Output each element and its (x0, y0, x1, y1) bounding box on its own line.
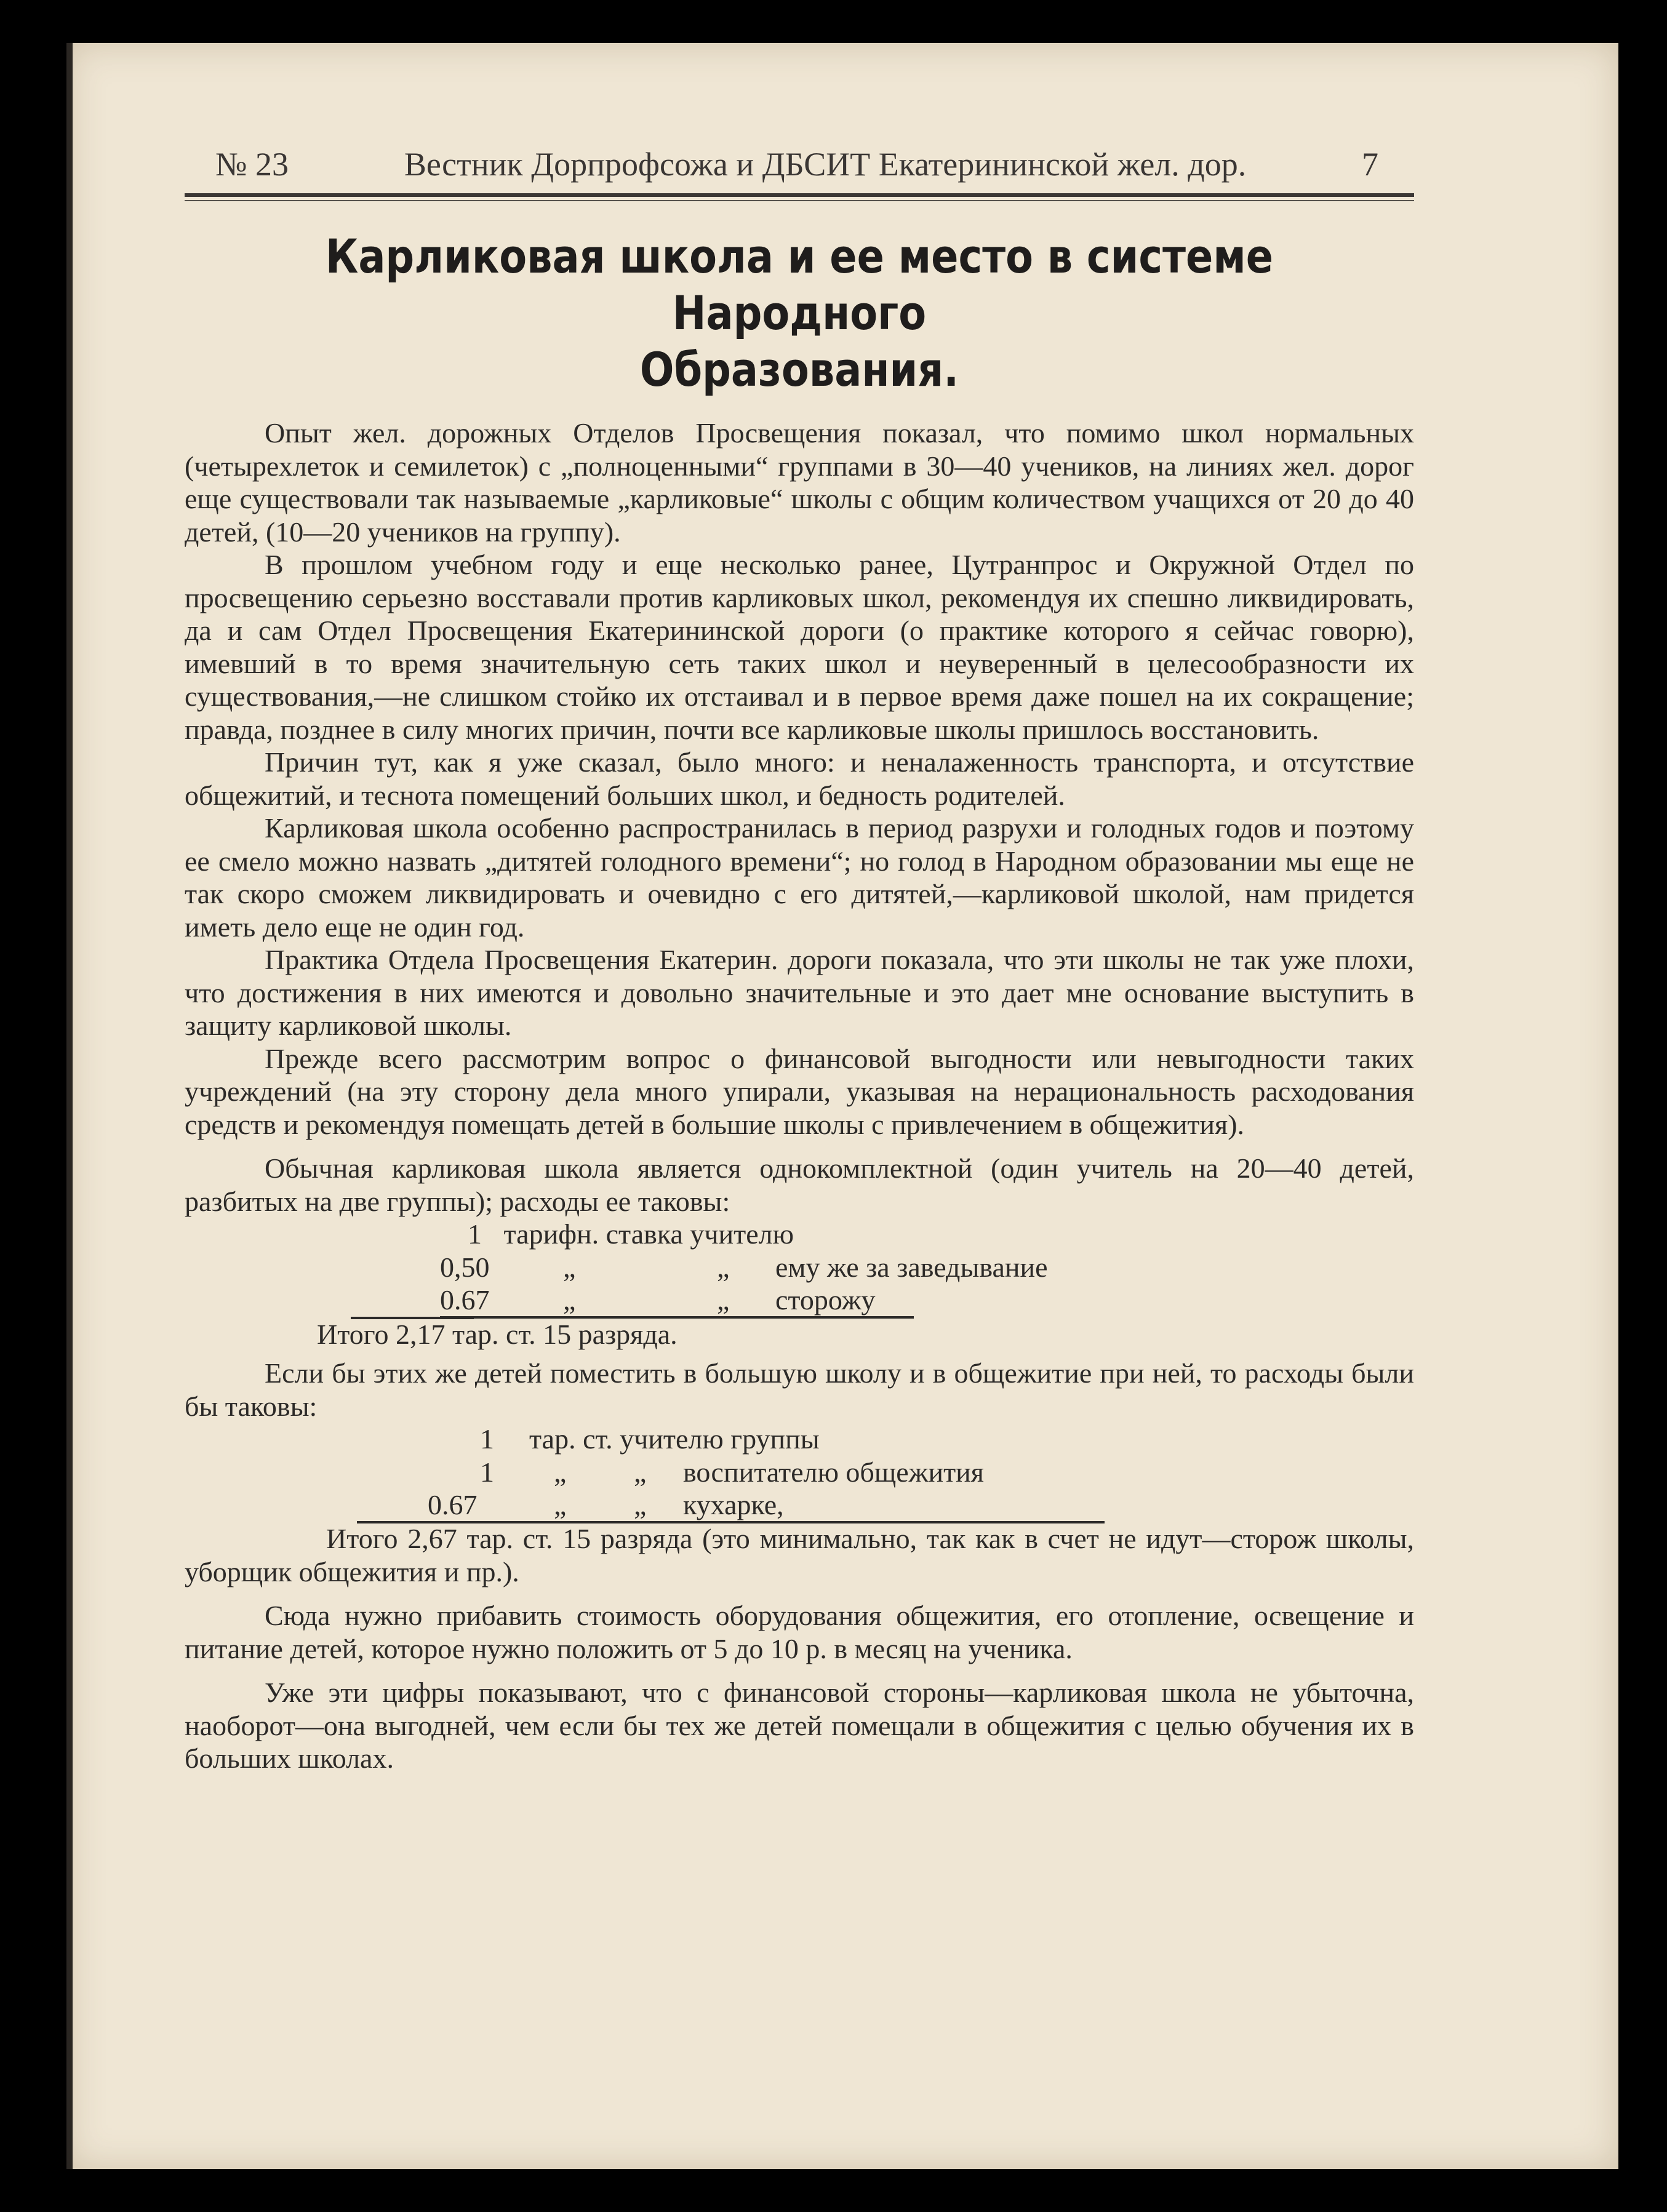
calc2-row-2-text: воспитателю общежития (683, 1456, 984, 1488)
calc1-row-3-qty: 0.67 (440, 1284, 490, 1316)
paragraph-1: Опыт жел. дорожных Отделов Просвещения показал, что помимо школ нормальных (четырехлеток и семилеток) с „полноценными“ группами в 30—40 учеников, на линиях жел. дорог еще существовали так называемые „карликовые“ школы с общим количеством учащихся от 20 до 40 детей, (10—20 учеников на группу). (185, 417, 1414, 548)
running-header (185, 148, 1414, 181)
calc2-row-2 (480, 1456, 1280, 1489)
paragraph-4: Карликовая школа особенно распространилась в период разрухи и голодных годов и поэтому ее смело можно назвать „дитятей голодного времени“; но голод в Народном образовании мы еще не так скоро сможем ликвидировать и очевидно с его дитятей,—карликовой школой, нам придется иметь дело еще не один год. (185, 812, 1414, 943)
calc2-row-3-ditto-1: „ (554, 1489, 567, 1520)
paragraph-5: Практика Отдела Просвещения Екатерин. дороги показала, что эти школы не так уже плохи, что достижения в них имеются и довольно значительные и это дает мне основание выступить в защиту карликовой школы. (185, 944, 1414, 1041)
paragraph-7: Обычная карликовая школа является однокомплектной (один учитель на 20—40 детей, разбитых на две группы); расходы ее таковы: (185, 1152, 1414, 1217)
calc2-row-2-qty: 1 (480, 1456, 494, 1488)
calc1-row-3-ditto-1: „ (563, 1284, 576, 1316)
calc1-row-1-text: тарифн. ставка учителю (503, 1218, 794, 1250)
title-line-2: Образования. (639, 342, 959, 397)
calc2-row-2-ditto-2: „ (634, 1456, 647, 1488)
paragraph-3: Причин тут, как я уже сказал, было много: и неналаженность транспорта, и отсутствие общежитий, и теснота помещений больших школ, и бедность родителей. (185, 746, 1414, 811)
calc1-total: Итого 2,17 тар. ст. 15 разряда. (317, 1319, 678, 1350)
calc1-row-2-text: ему же за заведывание (775, 1252, 1048, 1283)
calc1-row-1 (468, 1218, 794, 1251)
calc1-row-2 (440, 1251, 1240, 1284)
calc1-row-1-qty: 1 (468, 1218, 482, 1250)
calc1-row-3-text: сторожу (775, 1284, 876, 1316)
calc2-row-3 (357, 1488, 1105, 1523)
calc1-row-3-ditto-2: „ (717, 1284, 730, 1316)
cost-calculation-1 (185, 1218, 1414, 1349)
calc2-row-1-qty: 1 (480, 1423, 494, 1455)
title-line-1: Карликовая школа и ее место в системе Народного (325, 229, 1274, 340)
page-number: 7 (1362, 146, 1378, 183)
calc2-row-1 (480, 1423, 1280, 1456)
paragraph-10: Сюда нужно прибавить стоимость оборудования общежития, его отопление, освещение и питание детей, которое нужно положить от 5 до 10 р. в месяц на ученика. (185, 1600, 1414, 1664)
journal-title: Вестник Дорпрофсожа и ДБСИТ Екатерининской жел. дор. (404, 146, 1247, 183)
page-binding-edge (66, 43, 73, 2169)
cost-calculation-2 (185, 1423, 1414, 1522)
calc2-row-3-qty: 0.67 (428, 1489, 478, 1520)
header-rule-thin (185, 200, 1414, 201)
calc1-row-2-ditto-1: „ (563, 1252, 576, 1283)
calc2-row-2-ditto-1: „ (554, 1456, 567, 1488)
paragraph-2: В прошлом учебном году и еще несколько ранее, Цутранпрос и Окружной Отдел по просвещению серьезно восставали против карликовых школ, рекомендуя их спешно ликвидировать, да и сам Отдел Просвещения Екатерининской дороги (о практике которого я сейчас говорю), имевший в то время значительную сеть таких школ и неуверенный в целесообразности их существования,—не слишком стойко их отстаивал и в первое время даже пошел на их сокращение; правда, позднее в силу многих причин, почти все карликовые школы пришлось восстановить. (185, 549, 1414, 745)
calc2-row-1-text: тар. ст. учителю группы (529, 1423, 820, 1455)
calc1-row-2-qty: 0,50 (440, 1252, 490, 1283)
calc2-row-3-text: кухарке, (683, 1489, 784, 1520)
header-rule-thick (185, 193, 1414, 197)
calc1-row-2-ditto-2: „ (717, 1252, 730, 1283)
issue-number: № 23 (215, 146, 289, 183)
article-title (271, 228, 1328, 398)
paragraph-11: Уже эти цифры показывают, что с финансовой стороны—карликовая школа не убыточна, наоборот—она выгодней, чем если бы тех же детей помещали в общежития с целью обучения их в больших школах. (185, 1677, 1414, 1774)
paragraph-8: Если бы этих же детей поместить в большую школу и в общежитие при ней, то расходы были бы таковы: (185, 1357, 1414, 1422)
page-content (185, 148, 1414, 1775)
paragraph-6: Прежде всего рассмотрим вопрос о финансовой выгодности или невыгодности таких учреждений (на эту сторону дела много упирали, указывая на нерациональность расходования средств и рекомендуя помещать детей в большие школы с привлечением в общежития). (185, 1042, 1414, 1140)
paragraph-9: Итого 2,67 тар. ст. 15 разряда (это минимально, так как в счет не идут—сторож школы, уборщик общежития и пр.). (185, 1523, 1414, 1587)
calc1-row-3 (440, 1284, 914, 1319)
calc2-row-3-ditto-2: „ (634, 1489, 647, 1520)
